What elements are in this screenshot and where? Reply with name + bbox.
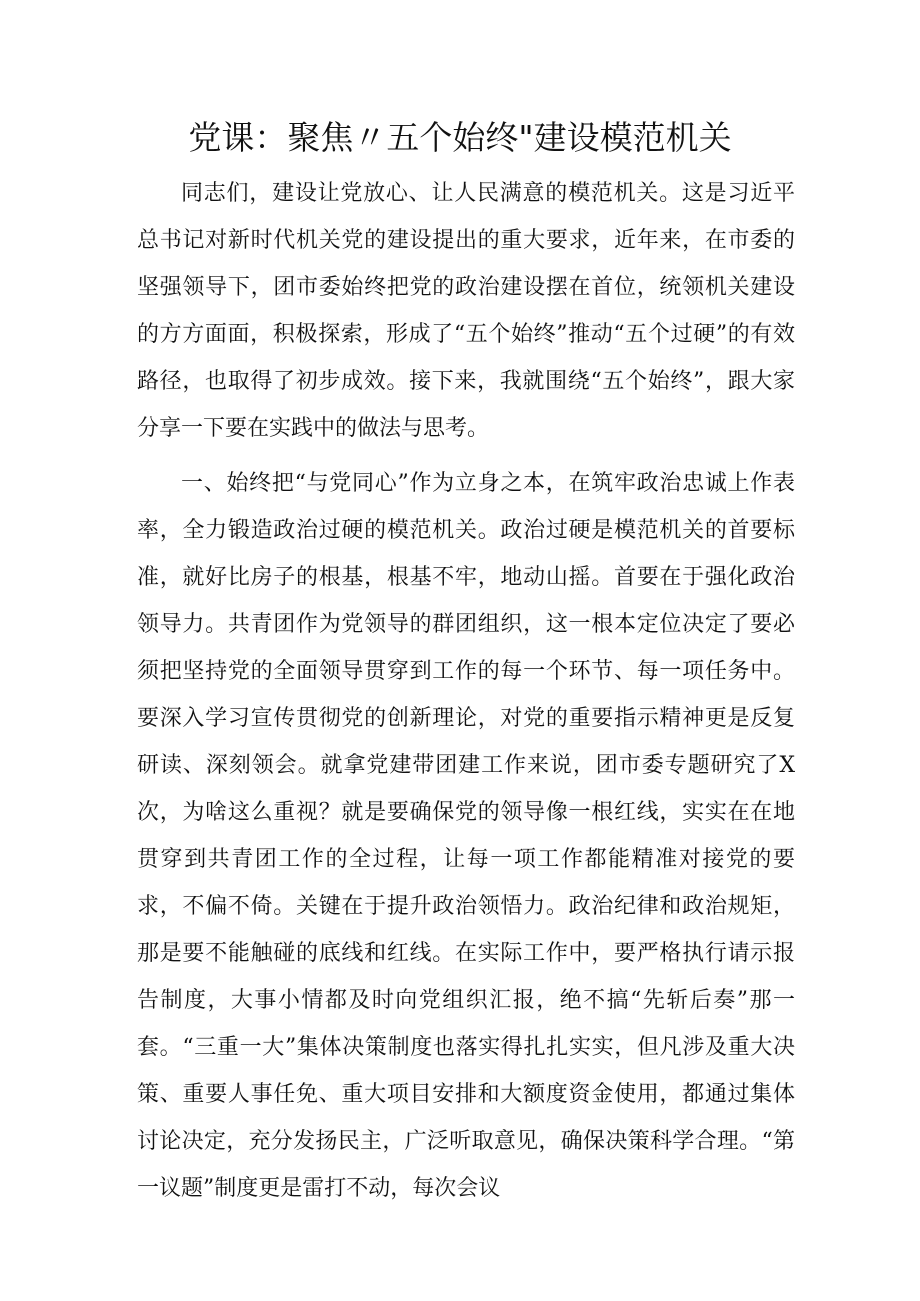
document-body <box>137 170 795 1212</box>
document-title: 党课：聚焦〃五个始终"建设模范机关 <box>188 118 732 157</box>
paragraph-intro: 同志们，建设让党放心、让人民满意的模范机关。这是习近平总书记对新时代机关党的建设提出的重大要求，近年来，在市委的坚强领导下，团市委始终把党的政治建设摆在首位，统领机关建设的方方面面，积极探索，形成了“五个始终”推动“五个过硬”的有效路径，也取得了初步成效。接下来，我就围绕“五个始终”，跟大家分享一下要在实践中的做法与思考。 <box>137 181 795 441</box>
paragraph-section-one: 一、始终把“与党同心”作为立身之本，在筑牢政治忠诚上作表率，全力锻造政治过硬的模范机关。政治过硬是模范机关的首要标准，就好比房子的根基，根基不牢，地动山摇。首要在于强化政治领导力。共青团作为党领导的群团组织，这一根本定位决定了要必须把坚持党的全面领导贯穿到工作的每一个环节、每一项任务中。要深入学习宣传贯彻党的创新理论，对党的重要指示精神更是反复研读、深刻领会。就拿党建带团建工作来说，团市委专题研究了X次，为啥这么重视？就是要确保党的领导像一根红线，实实在在地贯穿到共青团工作的全过程，让每一项工作都能精准对接党的要求，不偏不倚。关键在于提升政治领悟力。政治纪律和政治规矩，那是要不能触碰的底线和红线。在实际工作中，要严格执行请示报告制度，大事小情都及时向党组织汇报，绝不搞“先斩后奏”那一套。“三重一大”集体决策制度也落实得扎扎实实，但凡涉及重大决策、重要人事任免、重大项目安排和大额度资金使用，都通过集体讨论决定，充分发扬民主，广泛听取意见，确保决策科学合理。“第一议题”制度更是雷打不动，每次会议 <box>137 471 795 1201</box>
